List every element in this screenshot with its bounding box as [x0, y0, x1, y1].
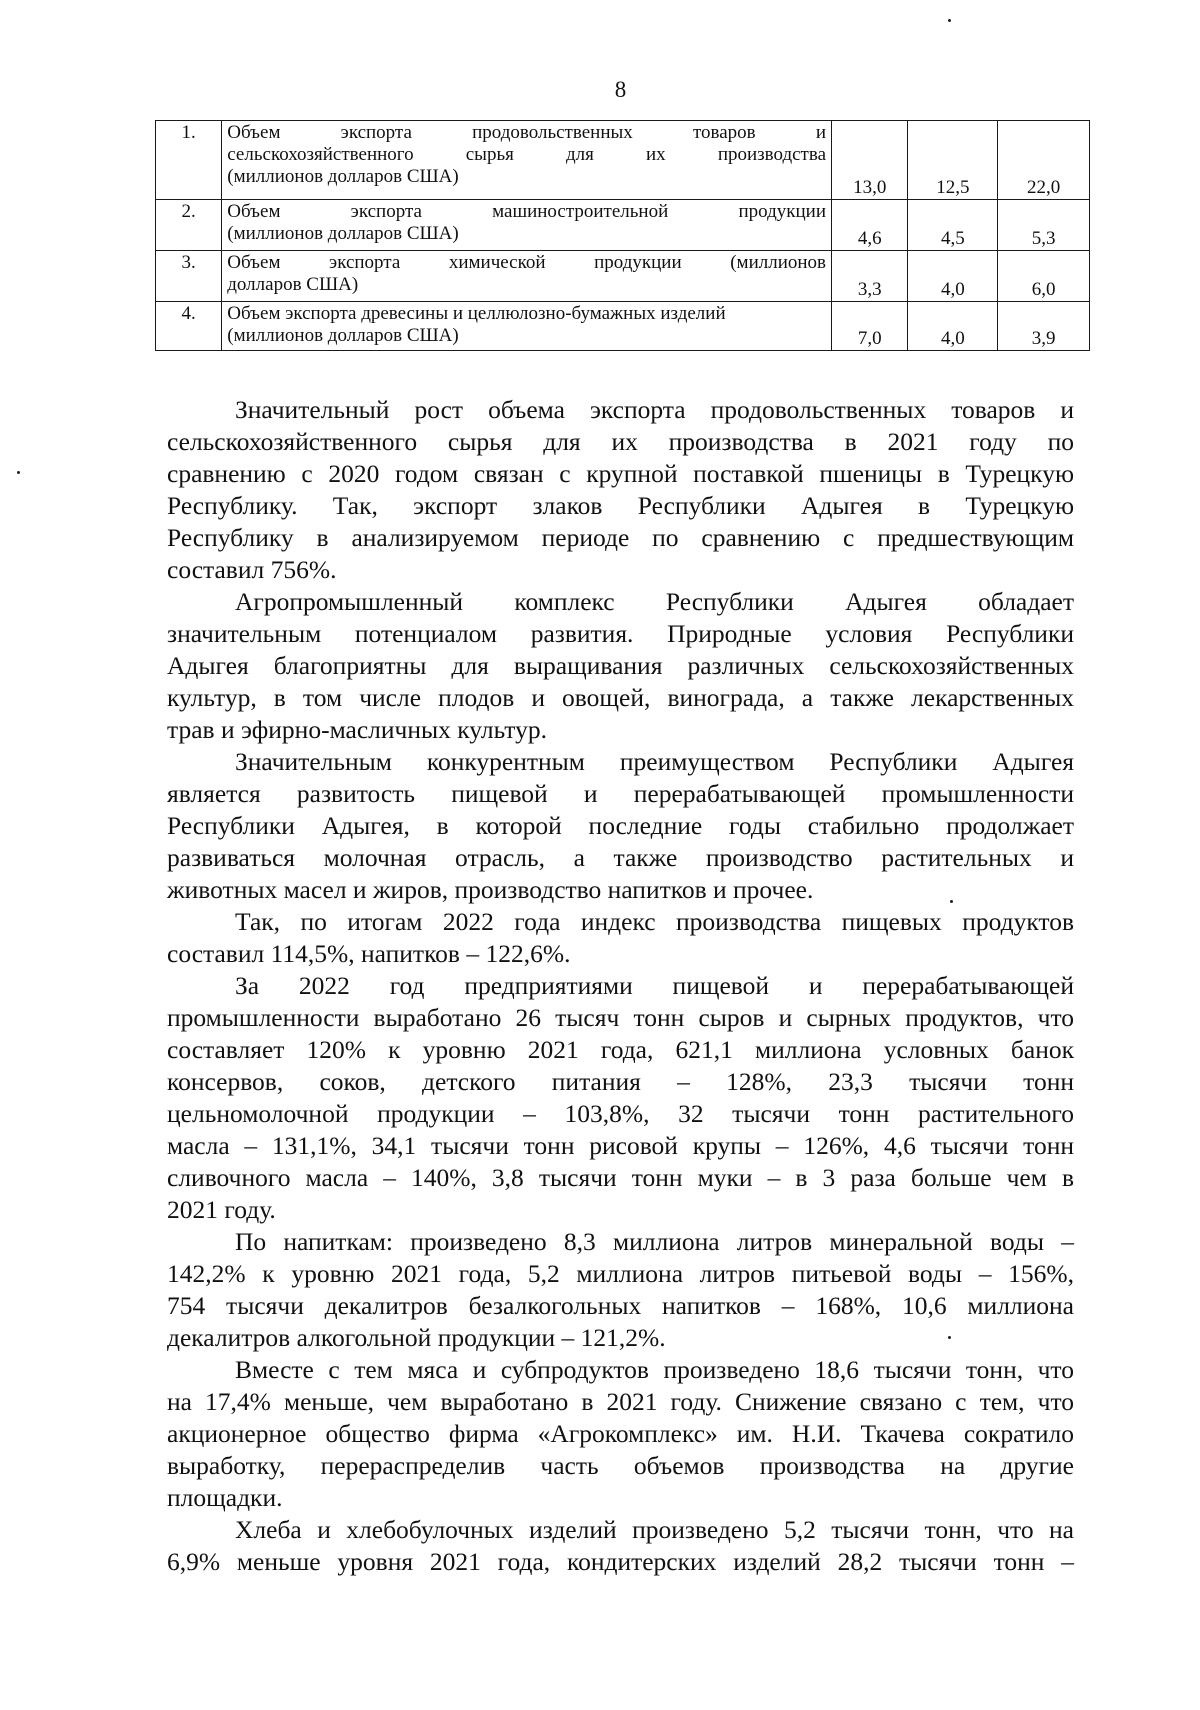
body-text: [167, 394, 1074, 1578]
text-line: Значительный рост объема экспорта продовольственных товаров и: [235, 395, 1074, 424]
text-line: культур, в том числе плодов и овощей, винограда, а также лекарственных: [167, 683, 1074, 712]
table-row: [156, 302, 1090, 351]
value-cell: 6,0: [998, 251, 1090, 302]
text-line: По напиткам: произведено 8,3 миллиона литров минеральной воды –: [235, 1227, 1074, 1256]
text-line: является развитость пищевой и перерабатывающей промышленности: [167, 779, 1074, 808]
text-line: 754 тысячи декалитров безалкогольных напитков – 168%, 10,6 миллиона: [167, 1291, 1074, 1320]
text-line: Так, по итогам 2022 года индекс производства пищевых продуктов: [235, 907, 1074, 936]
description-line: (миллионов долларов США): [227, 166, 459, 187]
text-line: 6,9% меньше уровня 2021 года, кондитерских изделий 28,2 тысячи тонн –: [167, 1547, 1074, 1576]
value-cell: 12,5: [908, 121, 998, 200]
paragraph-competitive-advantage: [167, 746, 1074, 906]
value-cell: 4,5: [908, 200, 998, 251]
text-line: цельномолочной продукции – 103,8%, 32 тысячи тонн растительного: [167, 1099, 1074, 1128]
text-line: на 17,4% меньше, чем выработано в 2021 году. Снижение связано с тем, что: [167, 1387, 1074, 1416]
row-number: 1.: [156, 121, 222, 200]
text-line: Значительным конкурентным преимуществом Республики Адыгея: [235, 747, 1074, 776]
text-line: 142,2% к уровню 2021 года, 5,2 миллиона литров питьевой воды – 156%,: [167, 1259, 1074, 1288]
text-line: промышленности выработано 26 тысяч тонн сыров и сырных продуктов, что: [167, 1003, 1074, 1032]
text-line: акционерное общество фирма «Агрокомплекс» им. Н.И. Ткачева сократило: [167, 1419, 1074, 1448]
table-row: [156, 200, 1090, 251]
text-line: консервов, соков, детского питания – 128%, 23,3 тысячи тонн: [167, 1067, 1074, 1096]
text-line: Адыгея благоприятны для выращивания различных сельскохозяйственных: [167, 651, 1074, 680]
text-line: Вместе с тем мяса и субпродуктов произведено 18,6 тысячи тонн, что: [235, 1355, 1074, 1384]
paragraph-bread: [167, 1514, 1074, 1578]
text-line: сравнению с 2020 годом связан с крупной поставкой пшеницы в Турецкую: [167, 459, 1074, 488]
text-line: сливочного масла – 140%, 3,8 тысячи тонн муки – в 3 раза больше чем в: [167, 1163, 1074, 1192]
text-line: 2021 году.: [167, 1195, 276, 1224]
text-line: Республику. Так, экспорт злаков Республики Адыгея в Турецкую: [167, 491, 1074, 520]
row-number: 3.: [156, 251, 222, 302]
indicator-description: [222, 121, 832, 200]
text-line: трав и эфирно-масличных культур.: [167, 715, 547, 744]
value-cell: 3,3: [832, 251, 908, 302]
text-line: Хлеба и хлебобулочных изделий произведено 5,2 тысячи тонн, что на: [235, 1515, 1074, 1544]
text-line: Республику в анализируемом периоде по сравнению с предшествующим: [167, 523, 1074, 552]
scan-speck: [948, 19, 951, 22]
value-cell: 3,9: [998, 302, 1090, 351]
description-line: Объем экспорта древесины и целлюлозно-бумажных изделий: [227, 303, 726, 324]
paragraph-production-index: [167, 906, 1074, 970]
value-cell: 4,0: [908, 251, 998, 302]
indicator-description: [222, 302, 832, 351]
paragraph-beverages: [167, 1226, 1074, 1354]
text-line: Агропромышленный комплекс Республики Адыгея обладает: [235, 587, 1074, 616]
description-line: Объем экспорта продовольственных товаров и: [227, 122, 827, 143]
page-number: 8: [614, 77, 627, 102]
text-line: декалитров алкогольной продукции – 121,2%.: [167, 1323, 666, 1352]
value-cell: 7,0: [832, 302, 908, 351]
scan-speck: [17, 471, 20, 474]
text-line: выработку, перераспределив часть объемов производства на другие: [167, 1451, 1074, 1480]
text-line: животных масел и жиров, производство напитков и прочее.: [167, 875, 814, 904]
description-line: Объем экспорта машиностроительной продукции: [227, 201, 827, 222]
text-line: масла – 131,1%, 34,1 тысячи тонн рисовой крупы – 126%, 4,6 тысячи тонн: [167, 1131, 1074, 1160]
paragraph-meat: [167, 1354, 1074, 1514]
value-cell: 4,0: [908, 302, 998, 351]
text-line: развиваться молочная отрасль, а также производство растительных и: [167, 843, 1074, 872]
value-cell: 13,0: [832, 121, 908, 200]
text-line: сельскохозяйственного сырья для их производства в 2021 году по: [167, 427, 1074, 456]
text-line: составляет 120% к уровню 2021 года, 621,1 миллиона условных банок: [167, 1035, 1074, 1064]
export-indicators-table: [155, 120, 1090, 351]
description-line: Объем экспорта химической продукции (миллионов: [227, 252, 827, 273]
row-number: 2.: [156, 200, 222, 251]
paragraph-agro-complex: [167, 586, 1074, 746]
text-line: Республики Адыгея, в которой последние годы стабильно продолжает: [167, 811, 1074, 840]
table-row: [156, 121, 1090, 200]
text-line: составил 114,5%, напитков – 122,6%.: [167, 939, 571, 968]
indicator-description: [222, 200, 832, 251]
paragraph-export-growth: [167, 394, 1074, 586]
paragraph-food-output: [167, 970, 1074, 1226]
row-number: 4.: [156, 302, 222, 351]
description-line: долларов США): [227, 274, 359, 295]
text-line: составил 756%.: [167, 555, 337, 584]
table-row: [156, 251, 1090, 302]
value-cell: 4,6: [832, 200, 908, 251]
text-line: За 2022 год предприятиями пищевой и перерабатывающей: [235, 971, 1074, 1000]
indicator-description: [222, 251, 832, 302]
value-cell: 5,3: [998, 200, 1090, 251]
description-line: (миллионов долларов США): [227, 325, 459, 346]
description-line: сельскохозяйственного сырья для их производства: [227, 144, 827, 165]
text-line: площадки.: [167, 1483, 283, 1512]
value-cell: 22,0: [998, 121, 1090, 200]
description-line: (миллионов долларов США): [227, 223, 459, 244]
text-line: значительным потенциалом развития. Природные условия Республики: [167, 619, 1074, 648]
